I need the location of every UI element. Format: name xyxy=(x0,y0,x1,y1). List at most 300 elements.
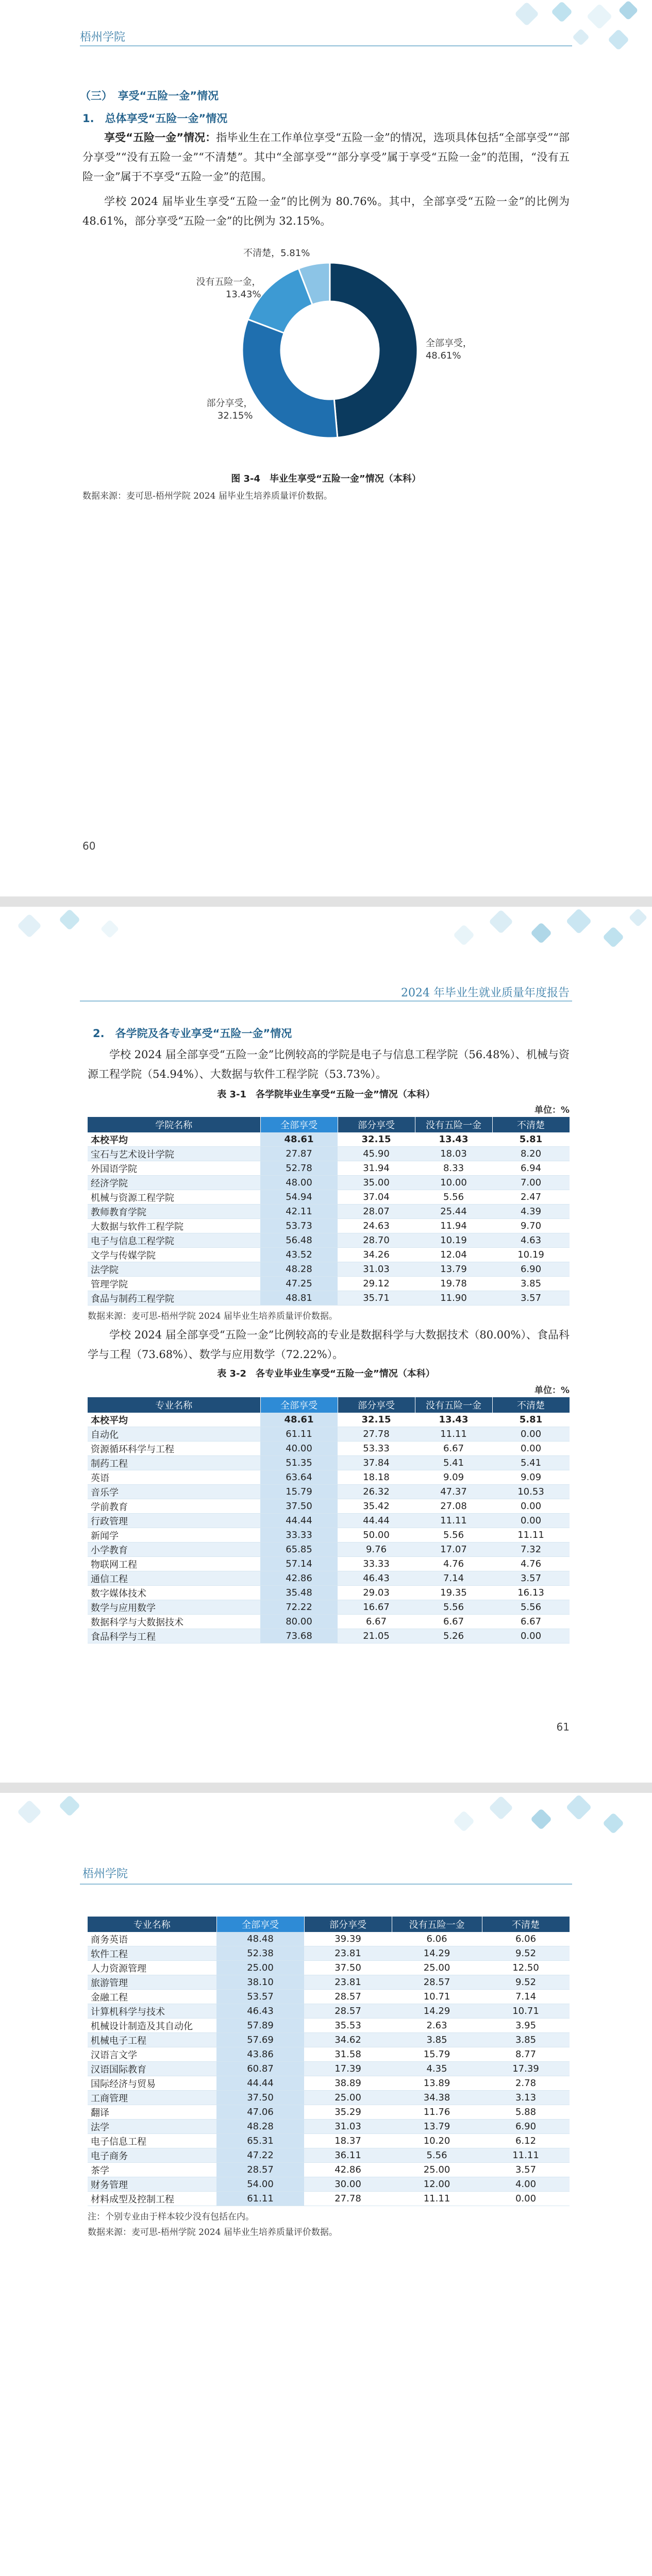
cell-value: 8.33 xyxy=(415,1161,492,1176)
cell-value: 19.35 xyxy=(415,1586,492,1600)
cell-value: 6.90 xyxy=(492,1262,570,1277)
cell-value: 6.94 xyxy=(492,1161,570,1176)
page-60 xyxy=(0,0,652,896)
cell-value: 5.56 xyxy=(392,2148,482,2163)
cell-value: 25.00 xyxy=(304,2091,392,2105)
cell-value: 45.90 xyxy=(338,1147,415,1161)
column-header: 专业名称 xyxy=(88,1917,216,1932)
cell-value: 46.43 xyxy=(216,2004,304,2019)
cell-value: 26.32 xyxy=(338,1485,415,1499)
table-row xyxy=(88,1277,570,1291)
table-row xyxy=(88,2091,570,2105)
cell-value: 27.78 xyxy=(304,2192,392,2206)
row-label: 学前教育 xyxy=(88,1499,260,1514)
cell-value: 12.00 xyxy=(392,2177,482,2192)
cell-value: 0.00 xyxy=(492,1629,570,1643)
table-header-row xyxy=(88,1917,570,1932)
cell-value: 5.56 xyxy=(415,1190,492,1205)
row-label: 汉语国际教育 xyxy=(88,2062,216,2076)
cell-value: 35.48 xyxy=(260,1586,338,1600)
row-label: 材料成型及控制工程 xyxy=(88,2192,216,2206)
cell-value: 0.00 xyxy=(492,1427,570,1442)
cell-value: 23.81 xyxy=(304,1946,392,1961)
table-row xyxy=(88,1205,570,1219)
header-rule xyxy=(80,1001,572,1002)
cell-value: 10.71 xyxy=(482,2004,570,2019)
table-row xyxy=(88,1528,570,1543)
table-row xyxy=(88,1615,570,1629)
row-label: 旅游管理 xyxy=(88,1975,216,1990)
cell-value: 25.44 xyxy=(415,1205,492,1219)
cell-value: 11.76 xyxy=(392,2105,482,2120)
cell-value: 3.57 xyxy=(482,2163,570,2177)
row-label: 大数据与软件工程学院 xyxy=(88,1219,260,1233)
table-row xyxy=(88,1190,570,1205)
cell-value: 3.95 xyxy=(482,2019,570,2033)
paragraph-summary: 学校 2024 届毕业生享受“五险一金”的比例为 80.76%。其中，全部享受“五险一金”的比例为 48.61%，部分享受“五险一金”的比例为 32.15%。 xyxy=(82,195,570,227)
cell-value: 0.00 xyxy=(482,2192,570,2206)
table-row xyxy=(88,1629,570,1643)
table-row xyxy=(88,2076,570,2091)
cell-value: 18.37 xyxy=(304,2134,392,2148)
cell-value: 9.52 xyxy=(482,1975,570,1990)
cell-value: 39.39 xyxy=(304,1932,392,1946)
cell-value: 10.20 xyxy=(392,2134,482,2148)
table-header-row xyxy=(88,1117,570,1132)
column-header: 全部享受 xyxy=(260,1117,338,1132)
table-3-1-source: 数据来源：麦可思-梧州学院 2024 届毕业生培养质量评价数据。 xyxy=(88,1311,338,1321)
table-row xyxy=(88,2177,570,2192)
cell-value: 5.81 xyxy=(492,1413,570,1427)
table-row xyxy=(88,2148,570,2163)
cell-value: 6.12 xyxy=(482,2134,570,2148)
slice-label: 全部享受， 48.61% xyxy=(425,338,472,362)
table-row xyxy=(88,2047,570,2062)
cell-value: 6.06 xyxy=(392,1932,482,1946)
header-decoration-pattern xyxy=(436,907,652,1020)
cell-value: 50.00 xyxy=(338,1528,415,1543)
cell-value: 15.79 xyxy=(260,1485,338,1499)
cell-value: 42.11 xyxy=(260,1205,338,1219)
cell-value: 3.57 xyxy=(492,1291,570,1306)
row-label: 软件工程 xyxy=(88,1946,216,1961)
cell-value: 11.11 xyxy=(492,1528,570,1543)
cell-value: 37.04 xyxy=(338,1190,415,1205)
row-label: 汉语言文学 xyxy=(88,2047,216,2062)
cell-value: 28.07 xyxy=(338,1205,415,1219)
paragraph-college: 学校 2024 届全部享受“五险一金”比例较高的学院是电子与信息工程学院（56.48%）、机械与资源工程学院（54.94%）、大数据与软件工程学院（53.73%）。 xyxy=(88,1048,570,1080)
cell-value: 18.18 xyxy=(338,1470,415,1485)
subsection-title: 1. 总体享受“五险一金”情况 xyxy=(82,112,228,125)
row-label: 音乐学 xyxy=(88,1485,260,1499)
cell-value: 10.71 xyxy=(392,1990,482,2004)
cell-value: 12.04 xyxy=(415,1248,492,1262)
table-row xyxy=(88,2004,570,2019)
row-label: 电子信息工程 xyxy=(88,2134,216,2148)
cell-value: 31.03 xyxy=(338,1262,415,1277)
cell-value: 42.86 xyxy=(260,1571,338,1586)
paragraph-major: 学校 2024 届全部享受“五险一金”比例较高的专业是数据科学与大数据技术（80.00%）、食品科学与工程（73.68%）、数学与应用数学（72.22%）。 xyxy=(88,1329,570,1361)
cell-value: 28.57 xyxy=(216,2163,304,2177)
cell-value: 6.06 xyxy=(482,1932,570,1946)
cell-value: 11.90 xyxy=(415,1291,492,1306)
cell-value: 48.61 xyxy=(260,1413,338,1427)
table-row xyxy=(88,1485,570,1499)
cell-value: 43.86 xyxy=(216,2047,304,2062)
cell-value: 29.03 xyxy=(338,1586,415,1600)
table-row xyxy=(88,1470,570,1485)
row-label: 茶学 xyxy=(88,2163,216,2177)
report-header: 2024 年毕业生就业质量年度报告 xyxy=(401,987,570,999)
row-label: 资源循环科学与工程 xyxy=(88,1442,260,1456)
cell-value: 9.09 xyxy=(415,1470,492,1485)
pie-slice xyxy=(242,319,338,438)
cell-value: 13.79 xyxy=(415,1262,492,1277)
cell-value: 35.71 xyxy=(338,1291,415,1306)
slice-label: 部分享受， 32.15% xyxy=(206,398,253,421)
cell-value: 28.57 xyxy=(304,2004,392,2019)
major-table xyxy=(88,1397,570,1643)
header-decoration-pattern xyxy=(0,907,216,1020)
column-header: 专业名称 xyxy=(88,1397,260,1413)
column-header: 不清楚 xyxy=(482,1917,570,1932)
row-label: 英语 xyxy=(88,1470,260,1485)
cell-value: 13.43 xyxy=(415,1132,492,1147)
cell-value: 47.25 xyxy=(260,1277,338,1291)
table-row xyxy=(88,1571,570,1586)
cell-value: 73.68 xyxy=(260,1629,338,1643)
row-label: 电子商务 xyxy=(88,2148,216,2163)
cell-value: 61.11 xyxy=(260,1427,338,1442)
table-row xyxy=(88,2062,570,2076)
cell-value: 27.87 xyxy=(260,1147,338,1161)
row-label: 宝石与艺术设计学院 xyxy=(88,1147,260,1161)
row-label: 行政管理 xyxy=(88,1514,260,1528)
cell-value: 5.41 xyxy=(492,1456,570,1470)
cell-value: 47.06 xyxy=(216,2105,304,2120)
cell-value: 3.57 xyxy=(492,1571,570,1586)
cell-value: 6.67 xyxy=(415,1442,492,1456)
cell-value: 7.14 xyxy=(415,1571,492,1586)
cell-value: 65.31 xyxy=(216,2134,304,2148)
table-row xyxy=(88,1147,570,1161)
cell-value: 57.69 xyxy=(216,2033,304,2047)
cell-value: 60.87 xyxy=(216,2062,304,2076)
cell-value: 27.08 xyxy=(415,1499,492,1514)
cell-value: 33.33 xyxy=(338,1557,415,1571)
row-label: 文学与传媒学院 xyxy=(88,1248,260,1262)
slice-label: 不清楚，5.81% xyxy=(243,247,310,259)
definition-text: 指毕业生在工作单位享受“五险一金”的情况，选项具体包括“全部享受”“部分享受”“没有五险一金”“不清楚”。其中“全部享受”“部分享受”属于享受“五险一金”的范围，“没有五险一金”属于不享受“五险一金”的范围。 xyxy=(82,131,570,183)
cell-value: 5.26 xyxy=(415,1629,492,1643)
cell-value: 48.61 xyxy=(260,1132,338,1147)
table-row xyxy=(88,1132,570,1147)
row-label: 工商管理 xyxy=(88,2091,216,2105)
section-title: （三） 享受“五险一金”情况 xyxy=(80,90,219,102)
row-label: 教师教育学院 xyxy=(88,1205,260,1219)
column-header: 学院名称 xyxy=(88,1117,260,1132)
slice-label: 没有五险一金， 13.43% xyxy=(196,276,261,300)
school-header: 梧州学院 xyxy=(82,1868,128,1880)
row-label: 机械电子工程 xyxy=(88,2033,216,2047)
row-label: 新闻学 xyxy=(88,1528,260,1543)
college-table xyxy=(88,1117,570,1306)
cell-value: 8.20 xyxy=(492,1147,570,1161)
table-row xyxy=(88,1248,570,1262)
table-row xyxy=(88,2033,570,2047)
cell-value: 11.11 xyxy=(415,1427,492,1442)
cell-value: 2.78 xyxy=(482,2076,570,2091)
cell-value: 13.89 xyxy=(392,2076,482,2091)
cell-value: 9.76 xyxy=(338,1543,415,1557)
header-decoration-pattern xyxy=(436,0,652,113)
cell-value: 48.81 xyxy=(260,1291,338,1306)
cell-value: 5.56 xyxy=(492,1600,570,1615)
cell-value: 42.86 xyxy=(304,2163,392,2177)
column-header: 部分享受 xyxy=(338,1117,415,1132)
table-row xyxy=(88,2105,570,2120)
row-label: 机械与资源工程学院 xyxy=(88,1190,260,1205)
table-row xyxy=(88,1262,570,1277)
cell-value: 7.14 xyxy=(482,1990,570,2004)
cell-value: 10.53 xyxy=(492,1485,570,1499)
table-row xyxy=(88,1586,570,1600)
cell-value: 34.26 xyxy=(338,1248,415,1262)
cell-value: 4.00 xyxy=(482,2177,570,2192)
cell-value: 0.00 xyxy=(492,1514,570,1528)
cell-value: 36.11 xyxy=(304,2148,392,2163)
cell-value: 56.48 xyxy=(260,1233,338,1248)
row-label: 数字媒体技术 xyxy=(88,1586,260,1600)
row-label: 商务英语 xyxy=(88,1932,216,1946)
cell-value: 44.44 xyxy=(216,2076,304,2091)
cell-value: 7.00 xyxy=(492,1176,570,1190)
cell-value: 0.00 xyxy=(492,1442,570,1456)
cell-value: 38.10 xyxy=(216,1975,304,1990)
cell-value: 2.63 xyxy=(392,2019,482,2033)
row-label: 电子与信息工程学院 xyxy=(88,1233,260,1248)
cell-value: 38.89 xyxy=(304,2076,392,2091)
cell-value: 4.76 xyxy=(415,1557,492,1571)
cell-value: 53.33 xyxy=(338,1442,415,1456)
table-row xyxy=(88,2192,570,2206)
row-label: 国际经济与贸易 xyxy=(88,2076,216,2091)
table-row xyxy=(88,1291,570,1306)
table-row xyxy=(88,1557,570,1571)
table-row xyxy=(88,1161,570,1176)
cell-value: 4.39 xyxy=(492,1205,570,1219)
cell-value: 25.00 xyxy=(392,2163,482,2177)
row-label: 食品科学与工程 xyxy=(88,1629,260,1643)
cell-value: 57.89 xyxy=(216,2019,304,2033)
cell-value: 18.03 xyxy=(415,1147,492,1161)
cell-value: 4.76 xyxy=(492,1557,570,1571)
table-row xyxy=(88,2134,570,2148)
header-rule xyxy=(80,1884,572,1885)
header-decoration-pattern xyxy=(436,1793,652,1906)
cell-value: 3.85 xyxy=(492,1277,570,1291)
row-label: 翻译 xyxy=(88,2105,216,2120)
row-label: 法学 xyxy=(88,2120,216,2134)
cell-value: 37.50 xyxy=(216,2091,304,2105)
cell-value: 63.64 xyxy=(260,1470,338,1485)
cell-value: 3.85 xyxy=(392,2033,482,2047)
cell-value: 9.70 xyxy=(492,1219,570,1233)
cell-value: 7.32 xyxy=(492,1543,570,1557)
row-label: 数据科学与大数据技术 xyxy=(88,1615,260,1629)
cell-value: 34.38 xyxy=(392,2091,482,2105)
table-row xyxy=(88,2019,570,2033)
cell-value: 4.35 xyxy=(392,2062,482,2076)
table-row xyxy=(88,1219,570,1233)
cell-value: 17.07 xyxy=(415,1543,492,1557)
figure-caption: 图 3-4 毕业生享受“五险一金”情况（本科） xyxy=(231,473,421,484)
row-label: 财务管理 xyxy=(88,2177,216,2192)
column-header: 全部享受 xyxy=(260,1397,338,1413)
cell-value: 9.52 xyxy=(482,1946,570,1961)
column-header: 没有五险一金 xyxy=(415,1117,492,1132)
cell-value: 11.94 xyxy=(415,1219,492,1233)
cell-value: 2.47 xyxy=(492,1190,570,1205)
cell-value: 5.81 xyxy=(492,1132,570,1147)
cell-value: 37.84 xyxy=(338,1456,415,1470)
cell-value: 13.79 xyxy=(392,2120,482,2134)
cell-value: 8.77 xyxy=(482,2047,570,2062)
row-label: 人力资源管理 xyxy=(88,1961,216,1975)
table-row xyxy=(88,1413,570,1427)
cell-value: 48.48 xyxy=(216,1932,304,1946)
cell-value: 52.38 xyxy=(216,1946,304,1961)
table-header-row xyxy=(88,1397,570,1413)
cell-value: 80.00 xyxy=(260,1615,338,1629)
table-row xyxy=(88,1499,570,1514)
table-3-2-caption: 表 3-2 各专业毕业生享受“五险一金”情况（本科） xyxy=(217,1368,435,1379)
page-number: 60 xyxy=(82,840,96,852)
cell-value: 5.88 xyxy=(482,2105,570,2120)
cell-value: 6.67 xyxy=(338,1615,415,1629)
cell-value: 65.85 xyxy=(260,1543,338,1557)
cell-value: 31.58 xyxy=(304,2047,392,2062)
cell-value: 32.15 xyxy=(338,1413,415,1427)
column-header: 没有五险一金 xyxy=(392,1917,482,1932)
column-header: 部分享受 xyxy=(304,1917,392,1932)
row-label: 本校平均 xyxy=(88,1132,260,1147)
cell-value: 3.13 xyxy=(482,2091,570,2105)
cell-value: 35.42 xyxy=(338,1499,415,1514)
table-row xyxy=(88,1427,570,1442)
cell-value: 9.09 xyxy=(492,1470,570,1485)
cell-value: 48.00 xyxy=(260,1176,338,1190)
cell-value: 10.19 xyxy=(415,1233,492,1248)
cell-value: 27.78 xyxy=(338,1427,415,1442)
cell-value: 17.39 xyxy=(304,2062,392,2076)
cell-value: 30.00 xyxy=(304,2177,392,2192)
school-header: 梧州学院 xyxy=(80,31,126,44)
cell-value: 61.11 xyxy=(216,2192,304,2206)
data-source: 数据来源：麦可思-梧州学院 2024 届毕业生培养质量评价数据。 xyxy=(88,2227,338,2238)
row-label: 自动化 xyxy=(88,1427,260,1442)
table-row xyxy=(88,2163,570,2177)
cell-value: 5.56 xyxy=(415,1600,492,1615)
cell-value: 5.41 xyxy=(415,1456,492,1470)
cell-value: 53.57 xyxy=(216,1990,304,2004)
cell-value: 35.29 xyxy=(304,2105,392,2120)
row-label: 计算机科学与技术 xyxy=(88,2004,216,2019)
page-61 xyxy=(0,907,652,1783)
donut-chart xyxy=(170,247,490,446)
cell-value: 11.11 xyxy=(392,2192,482,2206)
header-decoration-pattern xyxy=(0,1793,216,1906)
table-row xyxy=(88,1442,570,1456)
cell-value: 24.63 xyxy=(338,1219,415,1233)
table-row xyxy=(88,1514,570,1528)
table-3-1-unit: 单位：% xyxy=(534,1105,570,1115)
cell-value: 54.00 xyxy=(216,2177,304,2192)
cell-value: 34.62 xyxy=(304,2033,392,2047)
cell-value: 10.19 xyxy=(492,1248,570,1262)
cell-value: 14.29 xyxy=(392,1946,482,1961)
cell-value: 4.63 xyxy=(492,1233,570,1248)
cell-value: 44.44 xyxy=(260,1514,338,1528)
cell-value: 37.50 xyxy=(260,1499,338,1514)
cell-value: 13.43 xyxy=(415,1413,492,1427)
row-label: 制药工程 xyxy=(88,1456,260,1470)
row-label: 小学教育 xyxy=(88,1543,260,1557)
cell-value: 46.43 xyxy=(338,1571,415,1586)
row-label: 本校平均 xyxy=(88,1413,260,1427)
cell-value: 3.85 xyxy=(482,2033,570,2047)
paragraph-definition xyxy=(82,128,570,187)
cell-value: 51.35 xyxy=(260,1456,338,1470)
table-row xyxy=(88,1233,570,1248)
cell-value: 47.22 xyxy=(216,2148,304,2163)
cell-value: 28.57 xyxy=(392,1975,482,1990)
cell-value: 17.39 xyxy=(482,2062,570,2076)
cell-value: 11.11 xyxy=(415,1514,492,1528)
table-row xyxy=(88,2120,570,2134)
row-label: 物联网工程 xyxy=(88,1557,260,1571)
cell-value: 35.53 xyxy=(304,2019,392,2033)
column-header: 全部享受 xyxy=(216,1917,304,1932)
cell-value: 47.37 xyxy=(415,1485,492,1499)
row-label: 通信工程 xyxy=(88,1571,260,1586)
table-row xyxy=(88,1990,570,2004)
column-header: 不清楚 xyxy=(492,1117,570,1132)
cell-value: 72.22 xyxy=(260,1600,338,1615)
cell-value: 15.79 xyxy=(392,2047,482,2062)
cell-value: 28.70 xyxy=(338,1233,415,1248)
cell-value: 19.78 xyxy=(415,1277,492,1291)
major-table-continued xyxy=(88,1917,570,2206)
cell-value: 6.90 xyxy=(482,2120,570,2134)
header-rule xyxy=(80,45,572,46)
table-row xyxy=(88,1961,570,1975)
cell-value: 29.12 xyxy=(338,1277,415,1291)
cell-value: 21.05 xyxy=(338,1629,415,1643)
cell-value: 53.73 xyxy=(260,1219,338,1233)
cell-value: 0.00 xyxy=(492,1499,570,1514)
cell-value: 6.67 xyxy=(492,1615,570,1629)
table-row xyxy=(88,1176,570,1190)
cell-value: 35.00 xyxy=(338,1176,415,1190)
row-label: 食品与制药工程学院 xyxy=(88,1291,260,1306)
table-3-1-caption: 表 3-1 各学院毕业生享受“五险一金”情况（本科） xyxy=(217,1089,435,1100)
row-label: 机械设计制造及其自动化 xyxy=(88,2019,216,2033)
table-row xyxy=(88,1600,570,1615)
cell-value: 16.67 xyxy=(338,1600,415,1615)
column-header: 不清楚 xyxy=(492,1397,570,1413)
cell-value: 11.11 xyxy=(482,2148,570,2163)
